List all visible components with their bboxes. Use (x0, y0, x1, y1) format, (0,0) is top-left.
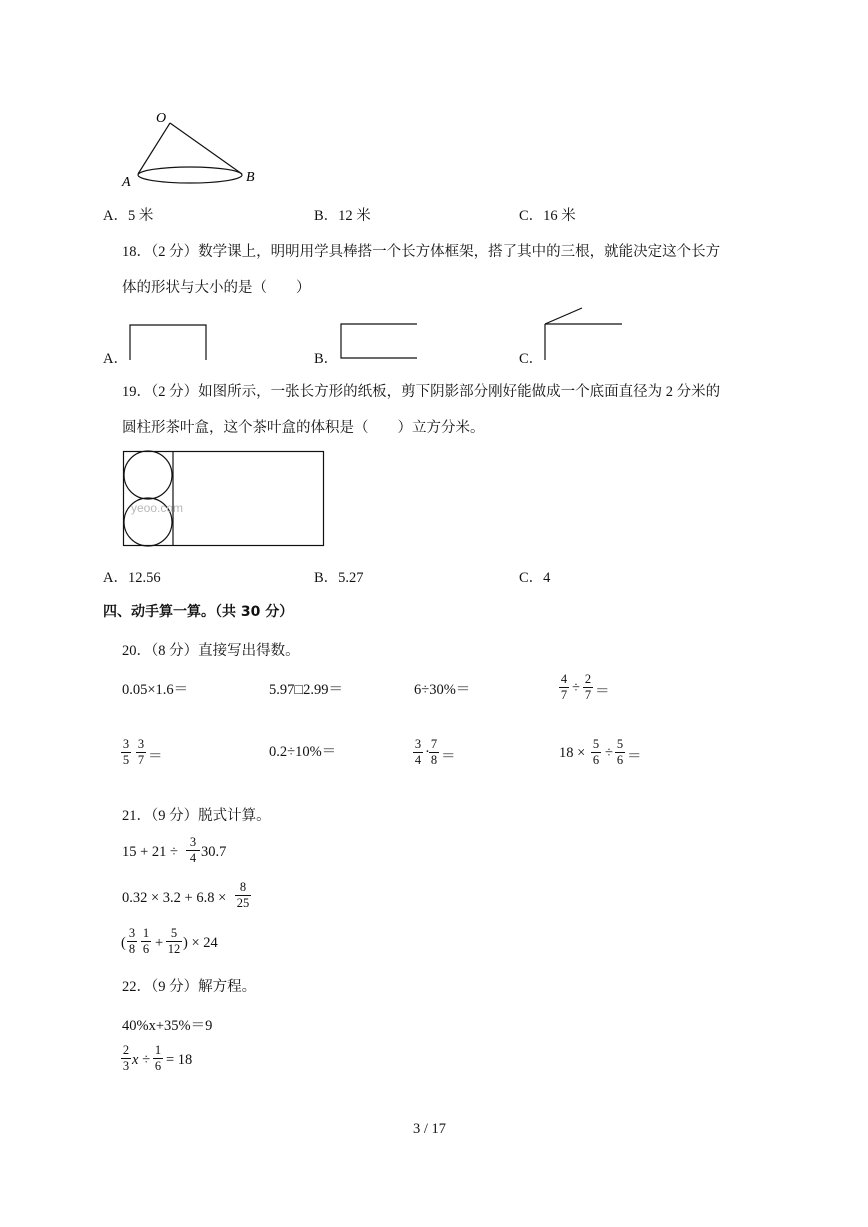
fraction: 8 25 (236, 880, 250, 910)
option-text: 5.27 (338, 570, 364, 586)
q22-equation1: 40%x+35%＝9 (122, 1018, 213, 1034)
q19-option-a[interactable] (103, 566, 161, 587)
cone-label-a: A (122, 175, 131, 188)
q18-figure-c (540, 306, 626, 362)
fraction: 3 8 (128, 926, 136, 956)
fraction: 7 8 (430, 737, 438, 767)
cone-label-b: B (246, 170, 255, 185)
paren-open: ( (121, 935, 126, 951)
option-letter: A． (103, 570, 128, 586)
option-letter: A． (103, 208, 128, 224)
q18-text-line2: 体的形状与大小的是（ ） (122, 280, 311, 296)
operator: + (155, 935, 164, 951)
option-letter: B． (314, 570, 339, 586)
q17-option-c[interactable] (519, 204, 576, 225)
q21-expr2-prefix: 0.32 × 3.2 + 6.8 × (122, 890, 227, 906)
option-letter: C． (519, 570, 544, 586)
cone-label-o: O (156, 111, 167, 126)
option-letter: C． (519, 208, 544, 224)
q19-text-line2: 圆柱形茶叶盒，这个茶叶盒的体积是（ ）立方分米。 (122, 420, 485, 436)
q21-expr1-suffix: 30.7 (201, 844, 227, 860)
option-text: 16 米 (543, 208, 576, 224)
fraction: 5 12 (167, 926, 181, 956)
option-letter: B． (314, 208, 339, 224)
equals: ＝ (595, 684, 610, 700)
section-title: 四、动手算一算。（共 30 分） (103, 604, 294, 620)
q21-expr3-suffix: ) × 24 (183, 935, 218, 951)
fraction: 3 4 (186, 835, 200, 866)
q18-option-a[interactable]: A． (103, 351, 128, 367)
q18-figure-b (337, 320, 421, 362)
q18-option-b[interactable]: B． (314, 351, 339, 367)
equals: ＝ (627, 749, 642, 765)
q20-item-6: 0.2÷10%＝ (269, 744, 337, 760)
operator: ÷ (572, 680, 580, 696)
q19-option-c[interactable] (519, 566, 550, 587)
q22-equation2-suffix: = 18 (166, 1052, 193, 1068)
equals: ＝ (148, 749, 163, 765)
q20-item-1: 0.05×1.6＝ (122, 682, 189, 698)
fraction: 1 6 (142, 926, 150, 956)
fraction: 5 6 (616, 737, 624, 767)
cone-figure (118, 108, 268, 188)
q20-item-8-prefix: 18 × (559, 745, 586, 761)
watermark: yeoo.com (131, 501, 184, 515)
page-number: 3 / 17 (413, 1121, 447, 1137)
fraction: 1 6 (154, 1043, 162, 1073)
fraction: 4 7 (560, 672, 568, 702)
q19-option-b[interactable] (314, 566, 364, 587)
operator: · (425, 744, 430, 760)
q20-item-3: 6÷30%＝ (414, 682, 471, 698)
fraction: 3 7 (137, 737, 145, 767)
fraction: 5 6 (592, 737, 600, 767)
option-text: 5 米 (127, 208, 154, 224)
q22-equation2-var: x ÷ (132, 1052, 151, 1068)
q18-text-line1: 18．（2 分）数学课上，明明用学具棒搭一个长方体框架，搭了其中的三根，就能决定这个长方 (122, 244, 721, 260)
fraction: 3 5 (122, 737, 130, 767)
q17-option-a[interactable] (103, 204, 153, 225)
q19-text-line1: 19．（2 分）如图所示，一张长方形的纸板，剪下阴影部分刚好能做成一个底面直径为 2 分米的 (122, 384, 721, 400)
q19-figure-rectangle (121, 449, 327, 549)
fraction: 2 3 (122, 1043, 130, 1073)
operator: ÷ (605, 745, 613, 761)
fraction: 3 4 (414, 737, 422, 767)
q17-option-b[interactable] (314, 204, 371, 225)
q20-item-2: 5.97□2.99＝ (269, 682, 344, 698)
q20-title: 20．（8 分）直接写出得数。 (122, 643, 300, 659)
q22-title: 22．（9 分）解方程。 (122, 979, 257, 995)
equals: ＝ (441, 749, 456, 765)
q21-title: 21．（9 分）脱式计算。 (122, 808, 271, 824)
fraction: 2 7 (584, 672, 592, 702)
q21-expr1-prefix: 15 + 21 ÷ (122, 844, 179, 860)
option-text: 12.56 (127, 570, 161, 586)
q18-option-c[interactable]: C． (519, 351, 544, 367)
option-text: 12 米 (338, 208, 371, 224)
option-text: 4 (543, 570, 551, 586)
q18-figure-a (126, 320, 210, 362)
